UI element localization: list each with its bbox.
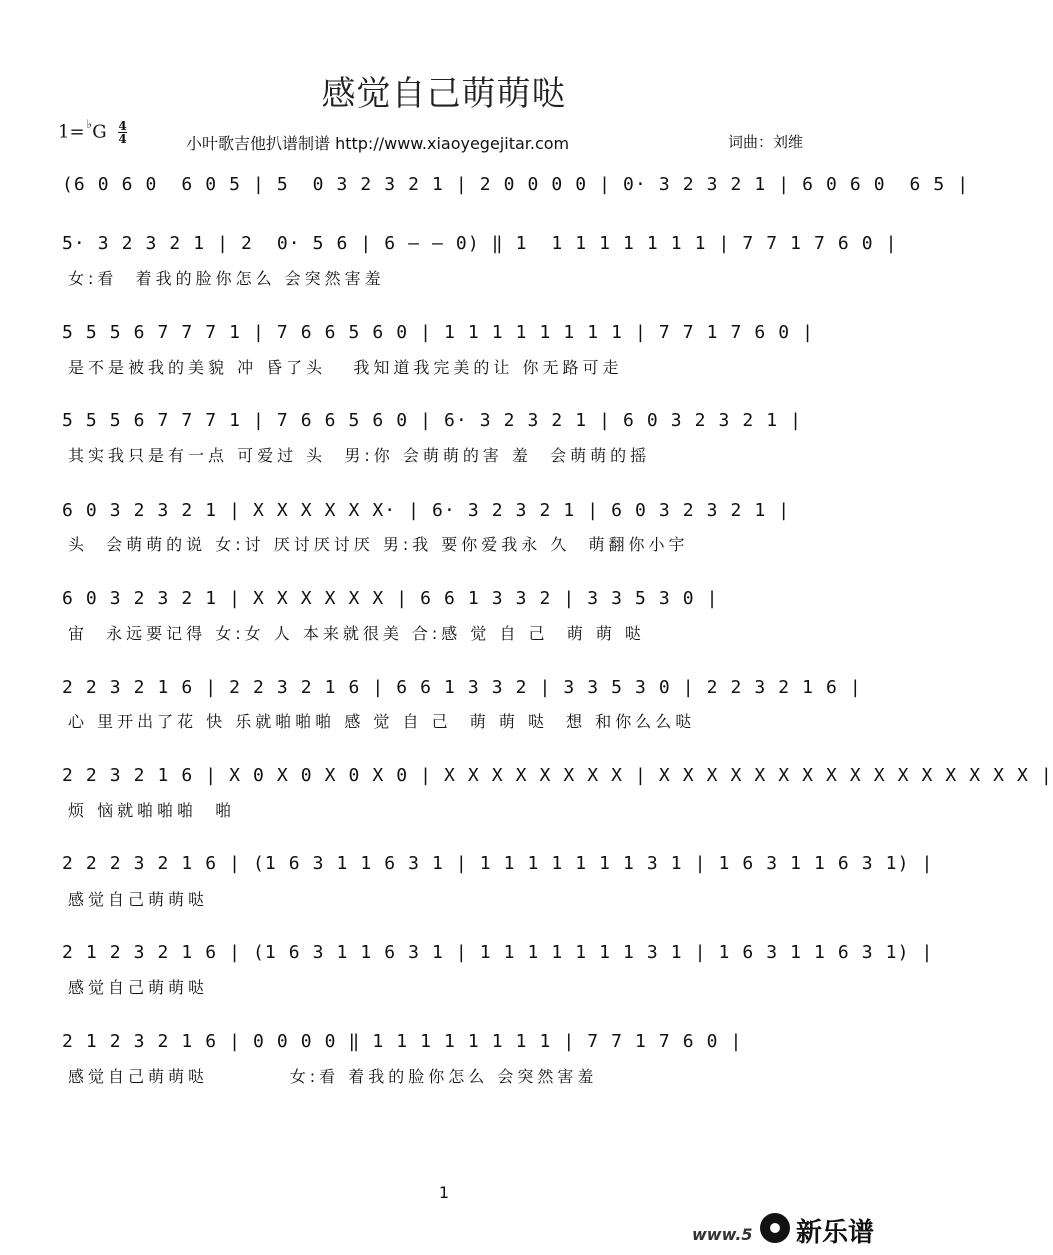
notation-line-6: 6 0 3 2 3 2 1 | X X X X X X | 6 6 1 3 3 2 | 3 3 5 3 0 | bbox=[62, 588, 719, 609]
lyric-line-4: 其实我只是有一点 可爱过 头 男:你 会萌萌的害 羞 会萌萌的摇 bbox=[68, 446, 651, 465]
vinyl-logo-icon bbox=[760, 1213, 790, 1243]
time-signature bbox=[118, 120, 126, 145]
notation-line-4: 5 5 5 6 7 7 7 1 | 7 6 6 5 6 0 | 6· 3 2 3 2 1 | 6 0 3 2 3 2 1 | bbox=[62, 410, 803, 431]
key-note: G bbox=[92, 121, 107, 143]
notation-line-11: 2 1 2 3 2 1 6 | 0 0 0 0 ‖ 1 1 1 1 1 1 1 1 | 7 7 1 7 6 0 | bbox=[62, 1031, 743, 1052]
site-logo-text: 新乐谱 bbox=[796, 1218, 875, 1248]
notation-line-7: 2 2 3 2 1 6 | 2 2 3 2 1 6 | 6 6 1 3 3 2 | 3 3 5 3 0 | 2 2 3 2 1 6 | bbox=[62, 677, 862, 698]
page-number: 1 bbox=[438, 1183, 450, 1202]
key-signature bbox=[58, 116, 127, 146]
notation-line-8: 2 2 3 2 1 6 | X 0 X 0 X 0 X 0 | X X X X X X X X | X X X X X X X X X X X X X X X X | bbox=[62, 765, 1053, 786]
lyric-line-2: 女:看 着我的脸你怎么 会突然害羞 bbox=[68, 269, 385, 288]
lyric-line-8: 烦 恼就啪啪啪 啪 bbox=[68, 801, 236, 820]
lyric-line-5: 头 会萌萌的说 女:讨 厌讨厌讨厌 男:我 要你爱我永 久 萌翻你小宇 bbox=[68, 535, 689, 554]
key-label: 1= bbox=[58, 121, 85, 143]
notation-line-9: 2 2 2 3 2 1 6 | (1 6 3 1 1 6 3 1 | 1 1 1 1 1 1 1 3 1 | 1 6 3 1 1 6 3 1) | bbox=[62, 853, 934, 874]
notation-line-3: 5 5 5 6 7 7 7 1 | 7 6 6 5 6 0 | 1 1 1 1 1 1 1 1 | 7 7 1 7 6 0 | bbox=[62, 322, 815, 343]
lyric-line-9: 感觉自己萌萌哒 bbox=[68, 890, 209, 909]
lyric-line-7: 心 里开出了花 快 乐就啪啪啪 感 觉 自 己 萌 萌 哒 想 和你么么哒 bbox=[68, 712, 696, 731]
lyric-line-10: 感觉自己萌萌哒 bbox=[68, 978, 209, 997]
notation-line-5: 6 0 3 2 3 2 1 | X X X X X X· | 6· 3 2 3 2 1 | 6 0 3 2 3 2 1 | bbox=[62, 500, 791, 521]
composer-credit: 词曲：刘维 bbox=[728, 133, 804, 151]
flat-sign: ♭ bbox=[86, 116, 93, 131]
lyric-line-1 bbox=[68, 210, 838, 232]
notation-line-10: 2 1 2 3 2 1 6 | (1 6 3 1 1 6 3 1 | 1 1 1 1 1 1 1 3 1 | 1 6 3 1 1 6 3 1) | bbox=[62, 942, 934, 963]
song-title: 感觉自己萌萌哒 bbox=[321, 74, 567, 114]
notation-line-2: 5· 3 2 3 2 1 | 2 0· 5 6 | 6 — — 0) ‖ 1 1 1 1 1 1 1 1 | 7 7 1 7 6 0 | bbox=[62, 233, 898, 254]
lyric-line-3: 是不是被我的美貌 冲 昏了头 我知道我完美的让 你无路可走 bbox=[68, 358, 623, 377]
notation-line-1: (6 0 6 0 6 0 5 | 5 0 3 2 3 2 1 | 2 0 0 0 0 | 0· 3 2 3 2 1 | 6 0 6 0 6 5 | bbox=[62, 174, 970, 195]
time-signature-bottom: 4 bbox=[118, 132, 127, 146]
lyric-line-11: 感觉自己萌萌哒 女:看 着我的脸你怎么 会突然害羞 bbox=[68, 1067, 598, 1086]
transcriber-source: 小叶歌吉他扒谱制谱 http://www.xiaoyegejitar.com bbox=[186, 134, 570, 153]
lyric-line-6: 宙 永远要记得 女:女 人 本来就很美 合:感 觉 自 己 萌 萌 哒 bbox=[68, 624, 645, 643]
watermark-url: www.5 bbox=[692, 1225, 753, 1244]
time-signature-top: 4 bbox=[118, 119, 127, 133]
